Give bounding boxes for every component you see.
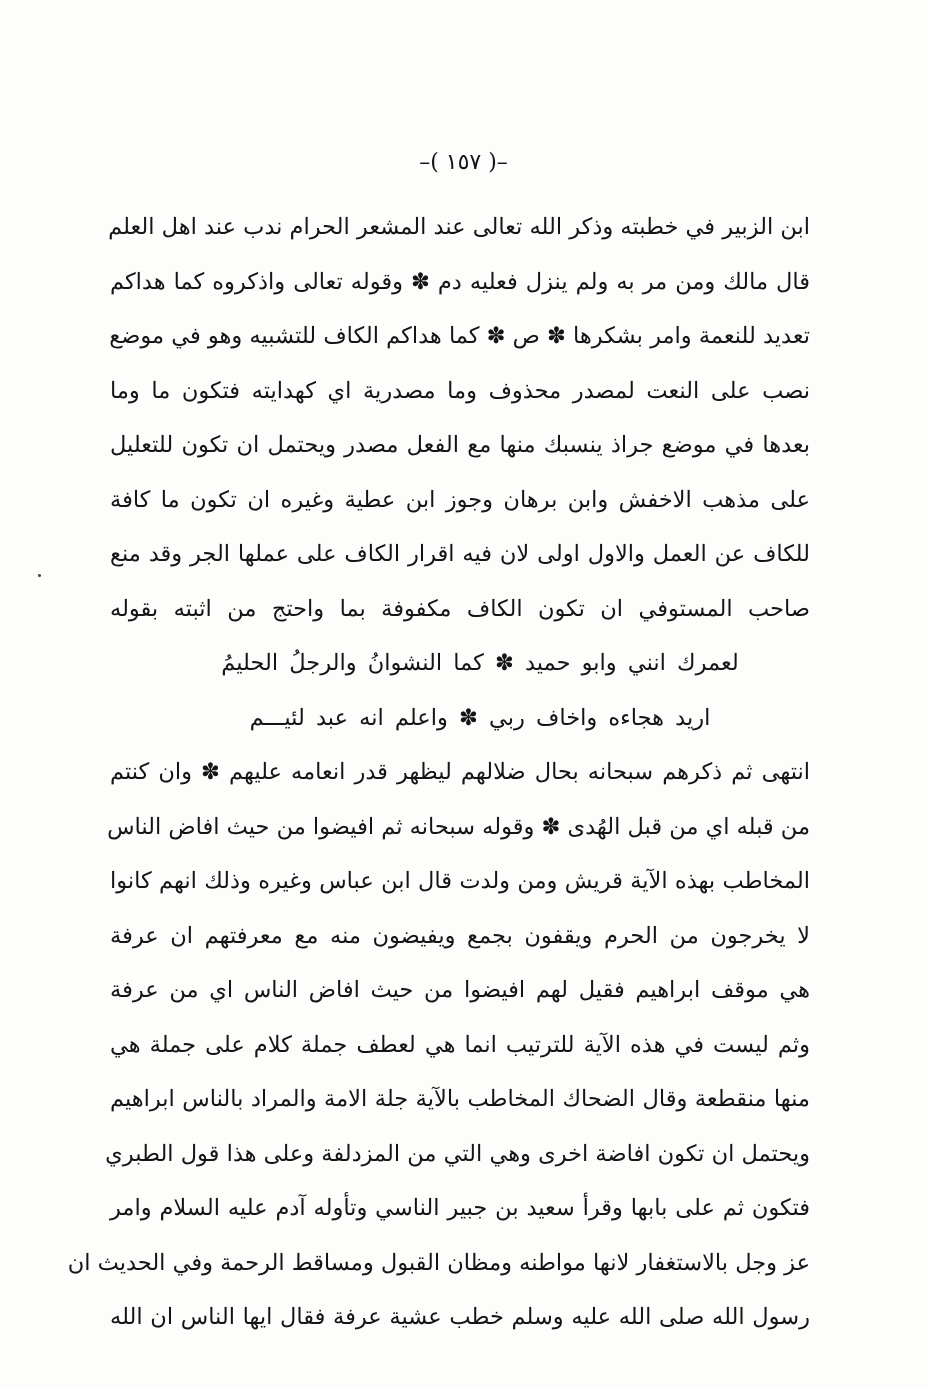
text-line: وثم ليست في هذه الآية للترتيب انما هي لعطف جملة كلام على جملة هي [110, 1031, 810, 1058]
text-line: رسول الله صلى الله عليه وسلم خطب عشية عرفة فقال ايها الناس ان الله [110, 1304, 810, 1330]
text-line: ابن الزبير في خطبته وذكر الله تعالى عند المشعر الحرام ندب عند اهل العلم [108, 214, 810, 240]
page-number: –( ١٥٧ )– [419, 150, 508, 175]
text-line: المخاطب بهذه الآية قريش ومن ولدت قال ابن عباس وغيره وذلك انهم كانوا [110, 868, 810, 894]
text-line: هي موقف ابراهيم فقيل لهم افيضوا من حيث افاض الناس اي من عرفة [110, 977, 810, 1003]
text-line: فتكون ثم على بابها وقرأ سعيد بن جبير الناسي وتأوله آدم عليه السلام وامر [110, 1195, 810, 1221]
poetry-verse: لعمرك انني وابو حميد ✽ كما النشوانُ والرجلُ الحليمُ [221, 650, 739, 676]
text-line: صاحب المستوفي ان تكون الكاف مكفوفة بما واحتج من اثبته بقوله [110, 595, 810, 622]
text-line: عز وجل بالاستغفار لانها مواطنه ومظان القبول ومساقط الرحمة وفي الحديث ان [67, 1249, 810, 1276]
text-line: نصب على النعت لمصدر محذوف وما مصدرية اي كهدايته فتكون ما وما [110, 377, 810, 404]
text-line: انتهى ثم ذكرهم سبحانه بحال ضلالهم ليظهر قدر انعامه عليهم ✽ وان كنتم [110, 759, 810, 785]
poetry-verse: اريد هجاءه واخاف ربي ✽ واعلم انه عبد لئيـــم [249, 704, 711, 731]
ink-speck [38, 574, 41, 577]
text-line: لا يخرجون من الحرم ويقفون بجمع ويفيضون منه مع معرفتهم ان عرفة [110, 922, 810, 949]
text-line: على مذهب الاخفش وابن برهان وجوز ابن عطية وغيره ان تكون ما كافة [110, 486, 810, 513]
text-line: قال مالك ومن مر به ولم ينزل فعليه دم ✽ وقوله تعالى واذكروه كما هداكم [110, 268, 810, 295]
text-line: منها منقطعة وقال الضحاك المخاطب بالآية جلة الامة والمراد بالناس ابراهيم [110, 1086, 810, 1112]
text-line: بعدها في موضع جراذ ينسبك منها مع الفعل مصدر ويحتمل ان تكون للتعليل [110, 432, 810, 458]
text-line: للكاف عن العمل والاول اولى لان فيه اقرار الكاف على عملها الجر وقد منع [110, 541, 810, 567]
text-line: من قبله اي من قبل الهُدى ✽ وقوله سبحانه ثم افيضوا من حيث افاض الناس [107, 813, 810, 840]
text-line: تعديد للنعمة وامر بشكرها ✽ ص ✽ كما هداكم الكاف للتشبيه وهو في موضع [109, 323, 810, 349]
body-text [67, 200, 810, 1345]
text-line: ويحتمل ان تكون افاضة اخرى وهي التي من المزدلفة وعلى هذا قول الطبري [105, 1140, 810, 1167]
